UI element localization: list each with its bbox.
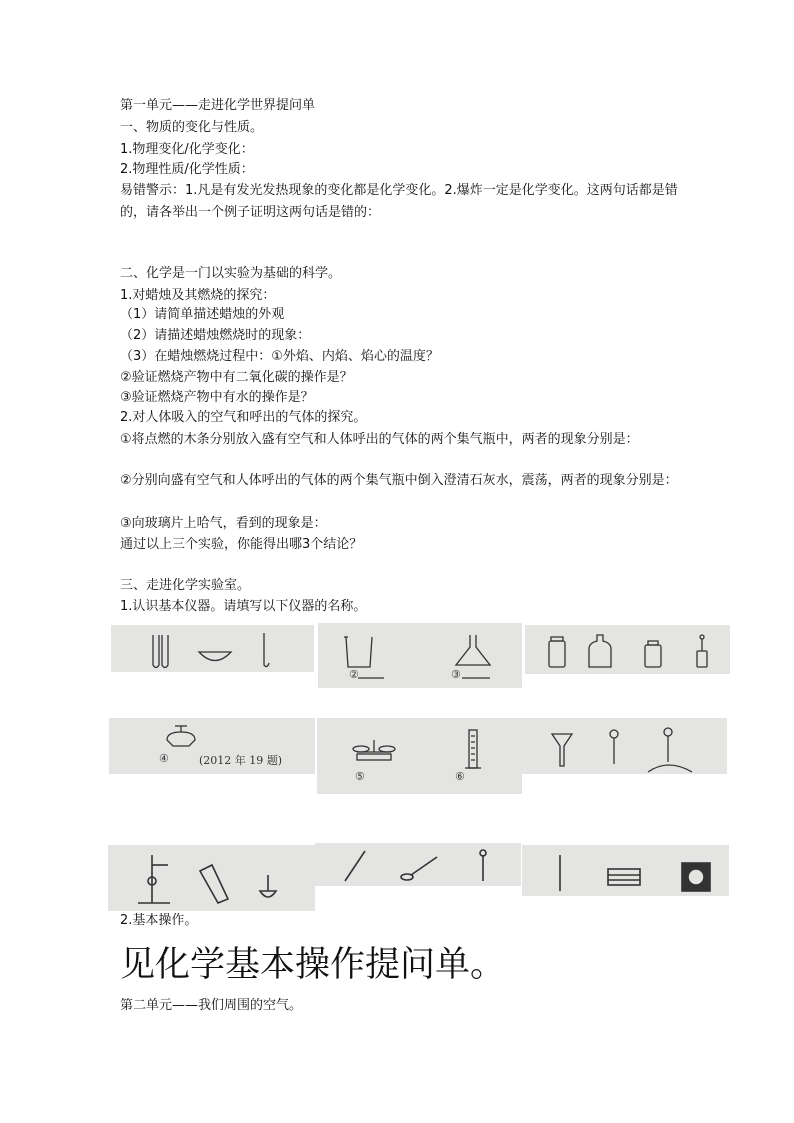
question-2-2-summary: 通过以上三个实验，你能得出哪3个结论？: [120, 537, 363, 552]
section-heading-1: 一、物质的变化与性质。: [120, 120, 264, 135]
question-2-1-a: （1）请简单描述蜡烛的外观: [120, 307, 285, 322]
photo-balance-cylinder: [317, 718, 522, 794]
question-3-1: 1.认识基本仪器。请填写以下仪器的名称。: [120, 599, 367, 614]
question-1-1: 1.物理变化/化学变化：: [120, 142, 254, 157]
unit-2-title: 第二单元——我们周围的空气。: [120, 998, 303, 1013]
photo-rod-gauze-plate: [522, 845, 729, 896]
photo-funnel-droppers: [522, 718, 727, 774]
label-4-note: (2012 年 19 题): [199, 754, 283, 767]
question-2-1-c3: ③验证燃烧产物中有水的操作是？: [120, 390, 314, 405]
question-2-1-c: （3）在蜡烛燃烧过程中：①外焰、内焰、焰心的温度？: [120, 349, 439, 364]
question-3-2: 2.基本操作。: [120, 913, 198, 928]
label-4: ④: [159, 752, 169, 765]
photo-bottles: [525, 625, 730, 674]
photo-alcohol-lamp: [109, 718, 315, 774]
photo-rod-spoon-dropper: [315, 843, 521, 886]
photo-iron-stand-clamp: [108, 845, 315, 911]
section-heading-2: 二、化学是一门以实验为基础的科学。: [120, 266, 342, 281]
label-2: ②: [349, 668, 359, 681]
photo-test-tubes-dish: [111, 625, 314, 672]
section-heading-3: 三、走进化学实验室。: [120, 578, 251, 593]
label-6: ⑥: [455, 770, 465, 783]
question-2-2-a: ①将点燃的木条分别放入盛有空气和人体呼出的气体的两个集气瓶中，两者的现象分别是：: [120, 432, 639, 447]
question-1-2: 2.物理性质/化学性质：: [120, 162, 254, 177]
question-2-1-b: （2）请描述蜡烛燃烧时的现象：: [120, 328, 311, 343]
question-2-1-c2: ②验证燃烧产物中有二氧化碳的操作是？: [120, 370, 353, 385]
see-operations-note: 见化学基本操作提问单。: [120, 945, 506, 985]
label-3: ③: [451, 668, 461, 681]
question-2-2: 2.对人体吸入的空气和呼出的气体的探究。: [120, 410, 367, 425]
error-warning: 易错警示：1.凡是有发光发热现象的变化都是化学变化。2.爆炸一定是化学变化。这两句话都是错的，请各举出一个例子证明这两句话是错的：: [120, 183, 678, 220]
question-2-2-c: ③向玻璃片上哈气，看到的现象是：: [120, 516, 327, 531]
label-5: ⑤: [355, 770, 365, 783]
photo-beaker-flask: [318, 623, 522, 688]
question-2-2-b: ②分别向盛有空气和人体呼出的气体的两个集气瓶中倒入澄清石灰水，震荡，两者的现象分别是：: [120, 473, 678, 488]
question-2-1: 1.对蜡烛及其燃烧的探究：: [120, 288, 276, 303]
unit-title: 第一单元——走进化学世界提问单: [120, 98, 316, 113]
